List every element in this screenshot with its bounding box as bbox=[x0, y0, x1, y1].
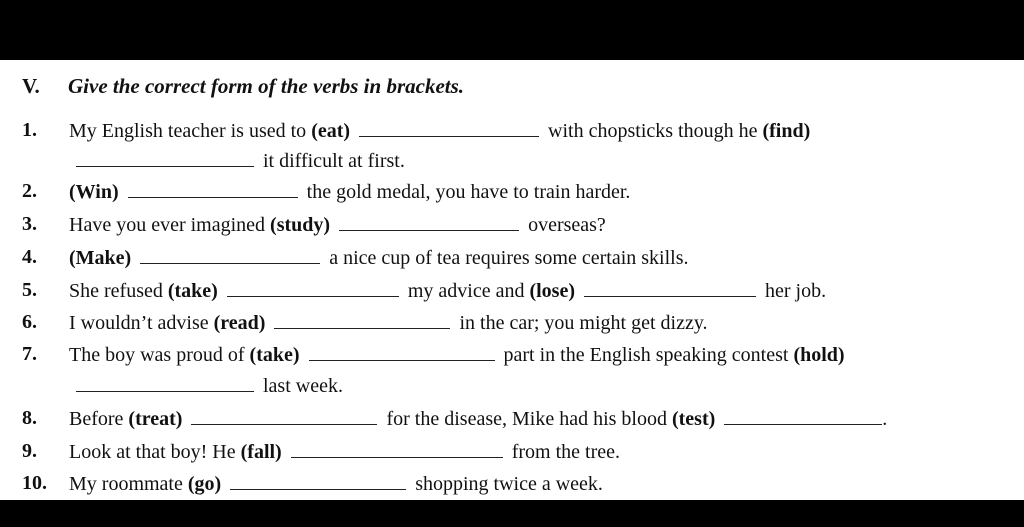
question-text: My English teacher is used to bbox=[69, 120, 307, 142]
answer-blank[interactable] bbox=[128, 177, 298, 198]
question-text: with chopsticks though he bbox=[548, 120, 758, 142]
answer-blank[interactable] bbox=[274, 308, 450, 329]
question-number: 9. bbox=[22, 440, 37, 462]
question-number: 10. bbox=[22, 472, 47, 494]
question-text: My roommate bbox=[69, 473, 183, 495]
verb-prompt: (go) bbox=[187, 473, 222, 495]
question-text: the gold medal, you have to train harder. bbox=[306, 181, 631, 203]
answer-blank[interactable] bbox=[339, 210, 519, 231]
question-text: it difficult at first. bbox=[263, 150, 405, 172]
answer-blank[interactable] bbox=[359, 116, 539, 137]
question-number: 6. bbox=[22, 311, 37, 333]
question-text: She refused bbox=[69, 280, 163, 302]
verb-prompt: (take) bbox=[249, 344, 300, 366]
question-number: 5. bbox=[22, 279, 37, 301]
worksheet bbox=[0, 60, 1024, 500]
answer-blank[interactable] bbox=[724, 404, 882, 425]
verb-prompt: (read) bbox=[213, 312, 266, 334]
question-text: from the tree. bbox=[511, 441, 620, 463]
question-text: Have you ever imagined bbox=[69, 214, 266, 236]
verb-prompt: (fall) bbox=[240, 441, 282, 463]
question-text: my advice and bbox=[407, 280, 525, 302]
answer-blank[interactable] bbox=[230, 469, 406, 490]
answer-blank[interactable] bbox=[291, 437, 503, 458]
verb-prompt: (eat) bbox=[311, 120, 351, 142]
question-number: 3. bbox=[22, 213, 37, 235]
exercise-heading bbox=[22, 74, 464, 99]
question-number: 1. bbox=[22, 119, 37, 141]
question-text: Before bbox=[69, 408, 124, 430]
question-number: 8. bbox=[22, 407, 37, 429]
answer-blank[interactable] bbox=[191, 404, 377, 425]
exercise-title: Give the correct form of the verbs in brackets. bbox=[68, 74, 465, 98]
verb-prompt: (test) bbox=[671, 408, 716, 430]
question-text: in the car; you might get dizzy. bbox=[459, 312, 708, 334]
answer-blank[interactable] bbox=[76, 371, 254, 392]
question-text: overseas? bbox=[528, 214, 606, 236]
verb-prompt: (take) bbox=[167, 280, 218, 302]
question-text: . bbox=[882, 408, 888, 430]
question-number: 4. bbox=[22, 246, 37, 268]
verb-prompt: (Make) bbox=[69, 247, 132, 269]
question-text: I wouldn’t advise bbox=[69, 312, 209, 334]
exercise-number: V. bbox=[22, 74, 40, 98]
verb-prompt: (Win) bbox=[69, 181, 119, 203]
question-text: shopping twice a week. bbox=[415, 473, 603, 495]
verb-prompt: (study) bbox=[270, 214, 331, 236]
question-text: for the disease, Mike had his blood bbox=[386, 408, 667, 430]
question-text: Look at that boy! He bbox=[69, 441, 236, 463]
answer-blank[interactable] bbox=[227, 276, 399, 297]
answer-blank[interactable] bbox=[76, 146, 254, 167]
verb-prompt: (find) bbox=[762, 120, 811, 142]
question-number: 7. bbox=[22, 343, 37, 365]
answer-blank[interactable] bbox=[584, 276, 756, 297]
question-text: last week. bbox=[263, 375, 343, 397]
question-text: The boy was proud of bbox=[69, 344, 245, 366]
verb-prompt: (hold) bbox=[793, 344, 845, 366]
question-text: a nice cup of tea requires some certain skills. bbox=[329, 247, 689, 269]
verb-prompt: (treat) bbox=[128, 408, 183, 430]
answer-blank[interactable] bbox=[309, 340, 495, 361]
answer-blank[interactable] bbox=[140, 243, 320, 264]
question-number: 2. bbox=[22, 180, 37, 202]
verb-prompt: (lose) bbox=[529, 280, 576, 302]
question-text: her job. bbox=[765, 280, 827, 302]
question-text: part in the English speaking contest bbox=[503, 344, 789, 366]
